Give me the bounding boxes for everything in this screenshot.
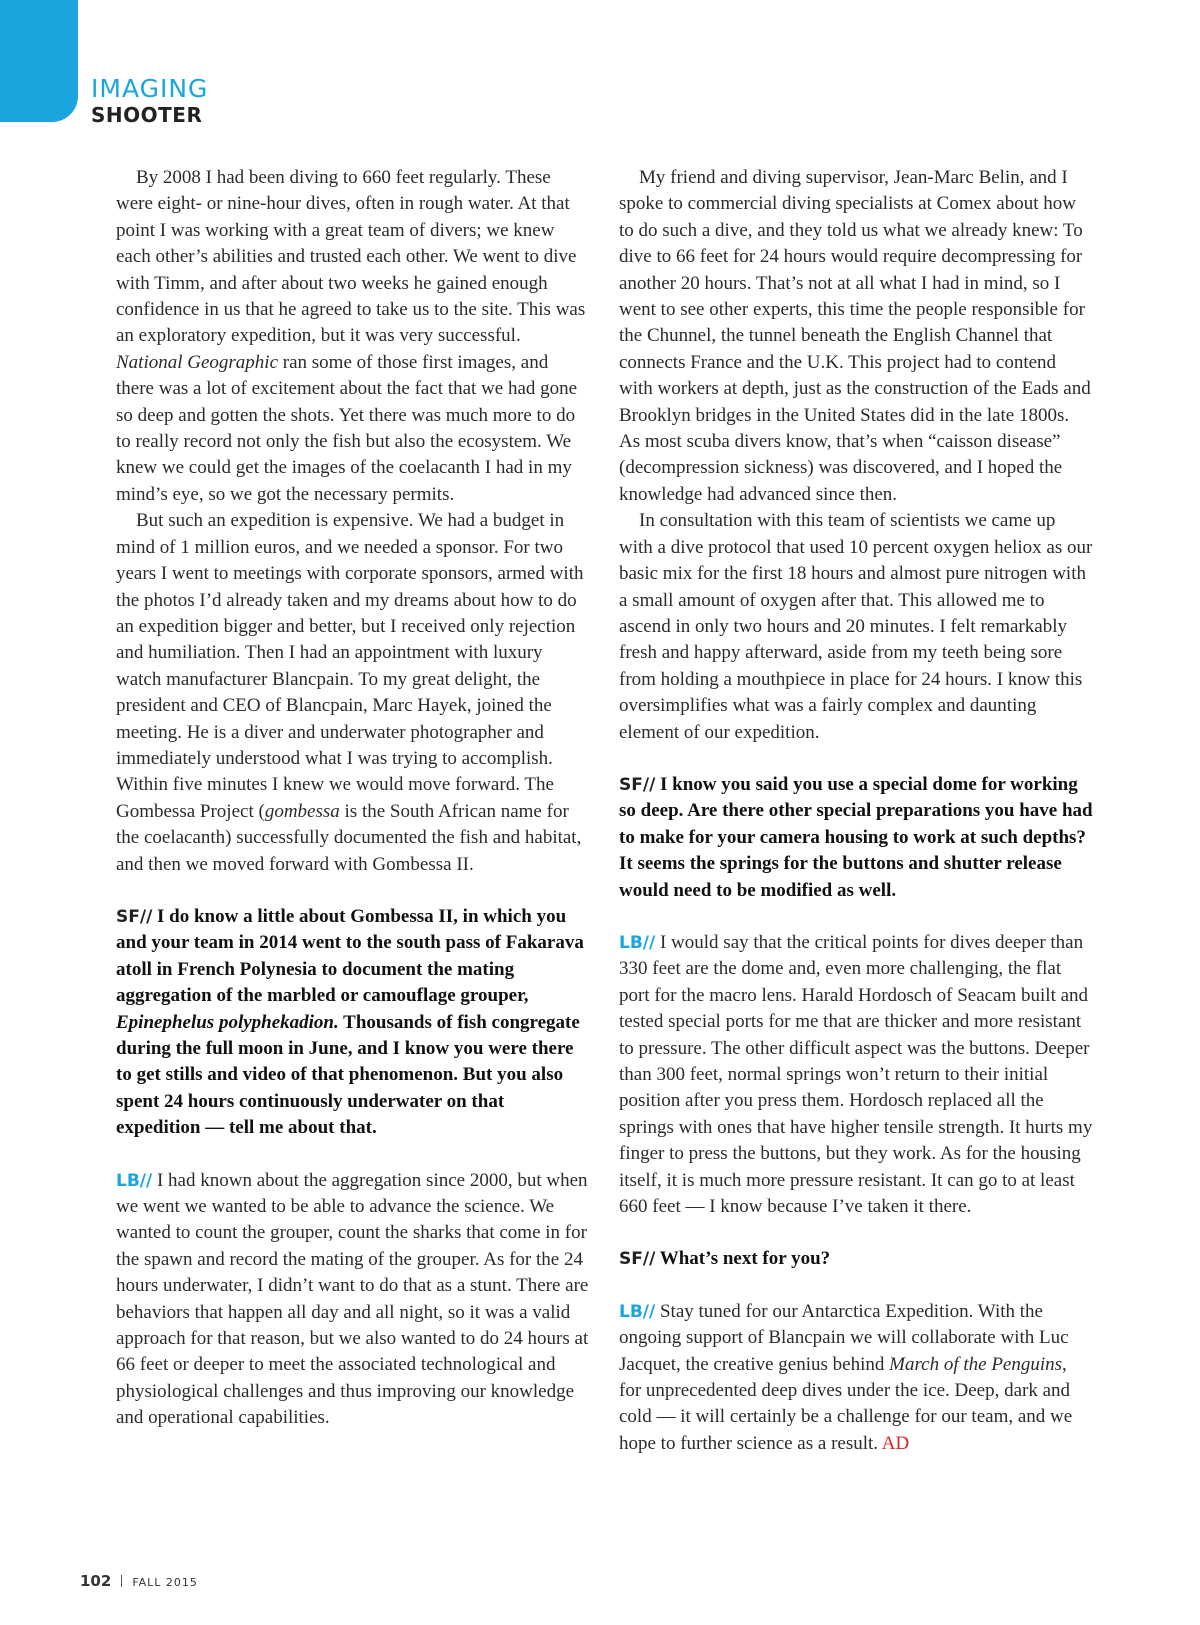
interview-question: SF// What’s next for you? [619,1248,831,1270]
interviewer-tag: SF// [619,774,656,795]
interview-answer: LB// I had known about the aggregation since 2000, but when we went we wanted to be able to advance the science. We wanted to count the grouper, count the sharks that come in for the spawn and record the mating of the grouper. As for the 24 hours underwater, I didn’t want to do that as a stunt. There are behaviors that happen all day and all night, so it was a valid approach for that reason, but we also wanted to do 24 hours at 66 feet or deeper to meet the associated technological and physiological challenges and thus improving our knowledge and operational capabilities. [116,1169,589,1429]
body-paragraph: By 2008 I had been diving to 660 feet regularly. These were eight- or nine-hour dives, often in rough water. At that point I was working with a great team of divers; we knew each other’s abilities and trusted each other. We went to dive with Timm, and after about two weeks he gained enough confidence in us that he agreed to take us to the site. This was an exploratory expedition, but it was very successful. National Geographic ran some of those first images, and there was a lot of excitement about the fact that we had gone so deep and gotten the shots. Yet there was much more to do to really record not only the fish but also the ecosystem. We knew we could get the images of the coelacanth I had in my mind’s eye, so we got the necessary permits. [116,167,586,505]
section-color-tab [0,0,78,122]
page-footer [80,1571,198,1590]
interviewer-tag: SF// [619,1249,656,1270]
section-title: IMAGING [91,74,209,103]
interviewee-tag: LB// [619,1301,656,1322]
body-paragraph: But such an expedition is expensive. We had a budget in mind of 1 million euros, and we needed a sponsor. For two years I went to meetings with corporate sponsors, armed with the photos I’d already taken and my dreams about how to do an expedition bigger and better, but I received only rejection and humiliation. Then I had an appointment with luxury watch manufacturer Blancpain. To my great delight, the president and CEO of Blancpain, Marc Hayek, joined the meeting. He is a diver and underwater photographer and immediately understood what I was trying to accomplish. Within five minutes I knew we would move forward. The Gombessa Project (gombessa is the South African name for the coelacanth) successfully documented the fish and habitat, and then we moved forward with Gombessa II. [116,510,584,875]
body-paragraph: My friend and diving supervisor, Jean-Marc Belin, and I spoke to commercial diving specialists at Comex about how to do such a dive, and they told us what we already knew: To dive to 66 feet for 24 hours would require decompressing for another 20 hours. That’s not at all what I had in mind, so I went to see other experts, this time the people responsible for the Chunnel, the tunnel beneath the English Channel that connects France and the U.K. This project had to contend with workers at depth, just as the construction of the Eads and Brooklyn bridges in the United States did in the late 1800s. As most scuba divers know, that’s when “caisson disease” (decompression sickness) was discovered, and I hoped the knowledge had advanced since then. [619,167,1091,505]
interviewee-tag: LB// [116,1170,153,1191]
italic-term: gombessa [264,800,340,822]
interview-question: SF// I do know a little about Gombessa II, in which you and your team in 2014 went to the south pass of Fakarava atoll in French Polynesia to document the mating aggregation of the marbled or camouflage grouper, Epinephelus polyphekadion. Thousands of fish congregate during the full moon in June, and I know you were there to get stills and video of that phenomenon. But you also spent 24 hours continuously underwater on that expedition — tell me about that. [116,905,584,1139]
film-title: March of the Penguins [889,1353,1063,1375]
subsection-title: SHOOTER [91,103,203,127]
right-column [619,165,1093,1457]
section-header [91,74,208,127]
left-column [116,165,590,1432]
page-number: 102 [80,1572,112,1590]
end-mark: AD [881,1432,910,1454]
publication-title: National Geographic [116,351,279,373]
interview-question: SF// I know you said you use a special dome for working so deep. Are there other special preparations you have had to make for your camera housing to work at such depths? It seems the springs for the buttons and shutter release would need to be modified as well. [619,773,1093,901]
interview-answer: LB// I would say that the critical points for dives deeper than 330 feet are the dome and, even more challenging, the flat port for the macro lens. Harald Hordosch of Seacam built and tested special ports for me that are thicker and more resistant to pressure. The other difficult aspect was the buttons. Deeper than 300 feet, normal springs won’t return to their initial position after you press them. Hordosch replaced all the springs with ones that have higher tensile strength. It hurts my finger to press the buttons, but they work. As for the housing itself, it is much more pressure resistant. It can go to at least 660 feet — I know because I’ve taken it there. [619,931,1093,1218]
interviewee-tag: LB// [619,932,656,953]
interviewer-tag: SF// [116,906,153,927]
issue-label: FALL 2015 [132,1576,198,1589]
species-name: Epinephelus polyphekadion. [116,1011,339,1033]
footer-divider [121,1575,122,1587]
interview-answer: LB// Stay tuned for our Antarctica Expedition. With the ongoing support of Blancpain we will collaborate with Luc Jacquet, the creative genius behind March of the Penguins, for unprecedented deep dives under the ice. Deep, dark and cold — it will certainly be a challenge for our team, and we hope to further science as a result. AD [619,1300,1073,1454]
body-paragraph: In consultation with this team of scientists we came up with a dive protocol that used 10 percent oxygen heliox as our basic mix for the first 18 hours and almost pure nitrogen with a small amount of oxygen after that. This allowed me to ascend in only two hours and 20 minutes. I felt remarkably fresh and happy afterward, aside from my teeth being sore from holding a mouthpiece in place for 24 hours. I know this oversimplifies what was a fairly complex and daunting element of our expedition. [619,510,1093,743]
